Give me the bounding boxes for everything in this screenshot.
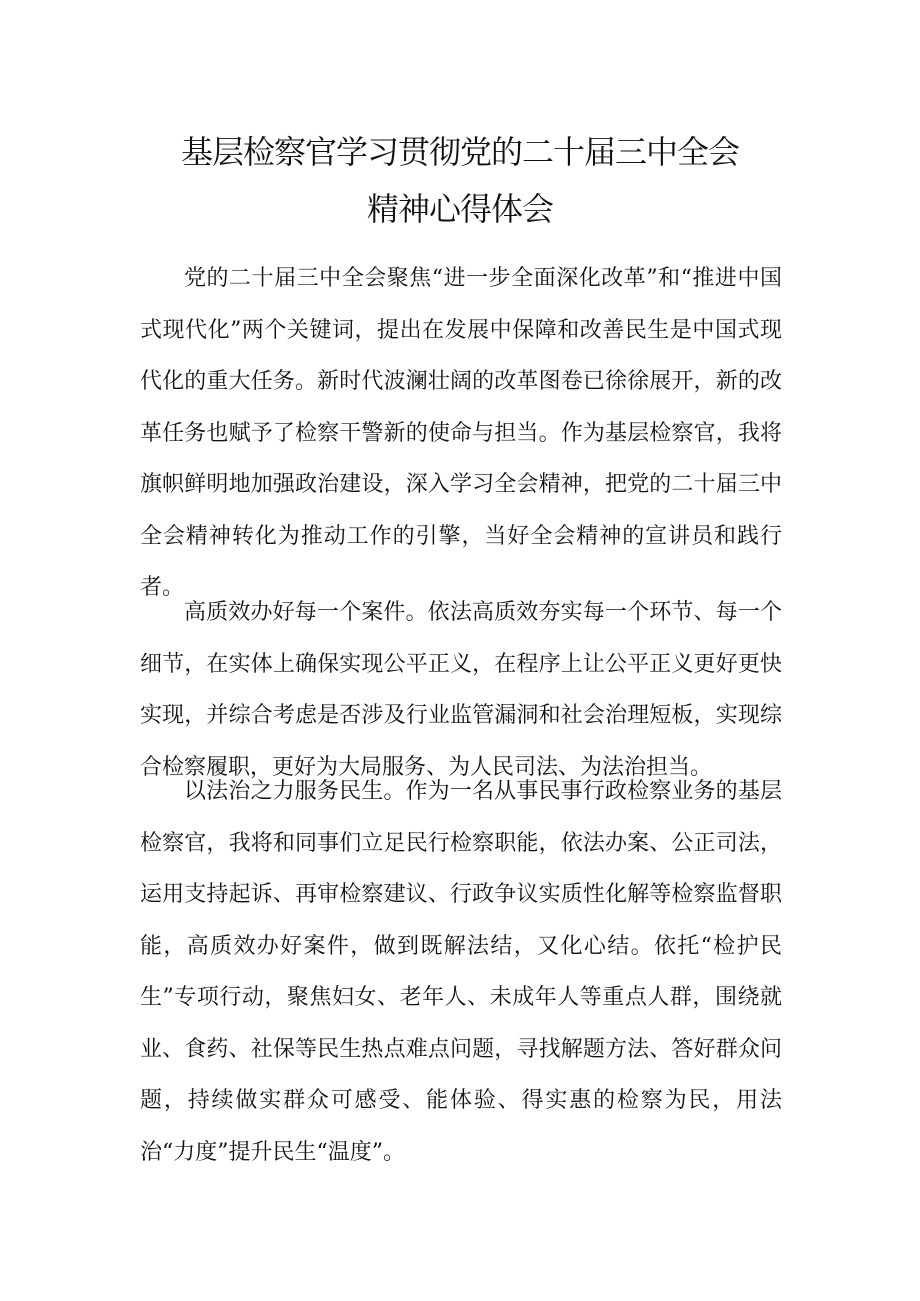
document-title-line-2: 精神心得体会 — [366, 190, 553, 228]
paragraph-3: 以法治之力服务民生。作为一名从事民事行政检察业务的基层检察官，我将和同事们立足民行检察职能，依法办案、公正司法，运用支持起诉、再审检察建议、行政争议实质性化解等检察监督职能，高质效办好案件，做到既解法结，又化心结。依托“检护民生”专项行动，聚焦妇女、老年人、未成年人等重点人群，围绕就业、食药、社保等民生热点难点问题，寻找解题方法、答好群众问题，持续做实群众可感受、能体验、得实惠的检察为民，用法治“力度”提升民生“温度”。 — [140, 779, 782, 1165]
document-title-line-1: 基层检察官学习贯彻党的二十届三中全会 — [180, 133, 739, 171]
paragraph-2: 高质效办好每一个案件。依法高质效夯实每一个环节、每一个细节，在实体上确保实现公平正义，在程序上让公平正义更好更快实现，并综合考虑是否涉及行业监管漏洞和社会治理短板，实现综合检察履职，更好为大局服务、为人民司法、为法治担当。 — [140, 600, 782, 780]
paragraph-1: 党的二十届三中全会聚焦“进一步全面深化改革”和“推进中国式现代化”两个关键词，提出在发展中保障和改善民生是中国式现代化的重大任务。新时代波澜壮阔的改革图卷已徐徐展开，新的改革任务也赋予了检察干警新的使命与担当。作为基层检察官，我将旗帜鲜明地加强政治建设，深入学习全会精神，把党的二十届三中全会精神转化为推动工作的引擎，当好全会精神的宣讲员和践行者。 — [140, 266, 782, 600]
